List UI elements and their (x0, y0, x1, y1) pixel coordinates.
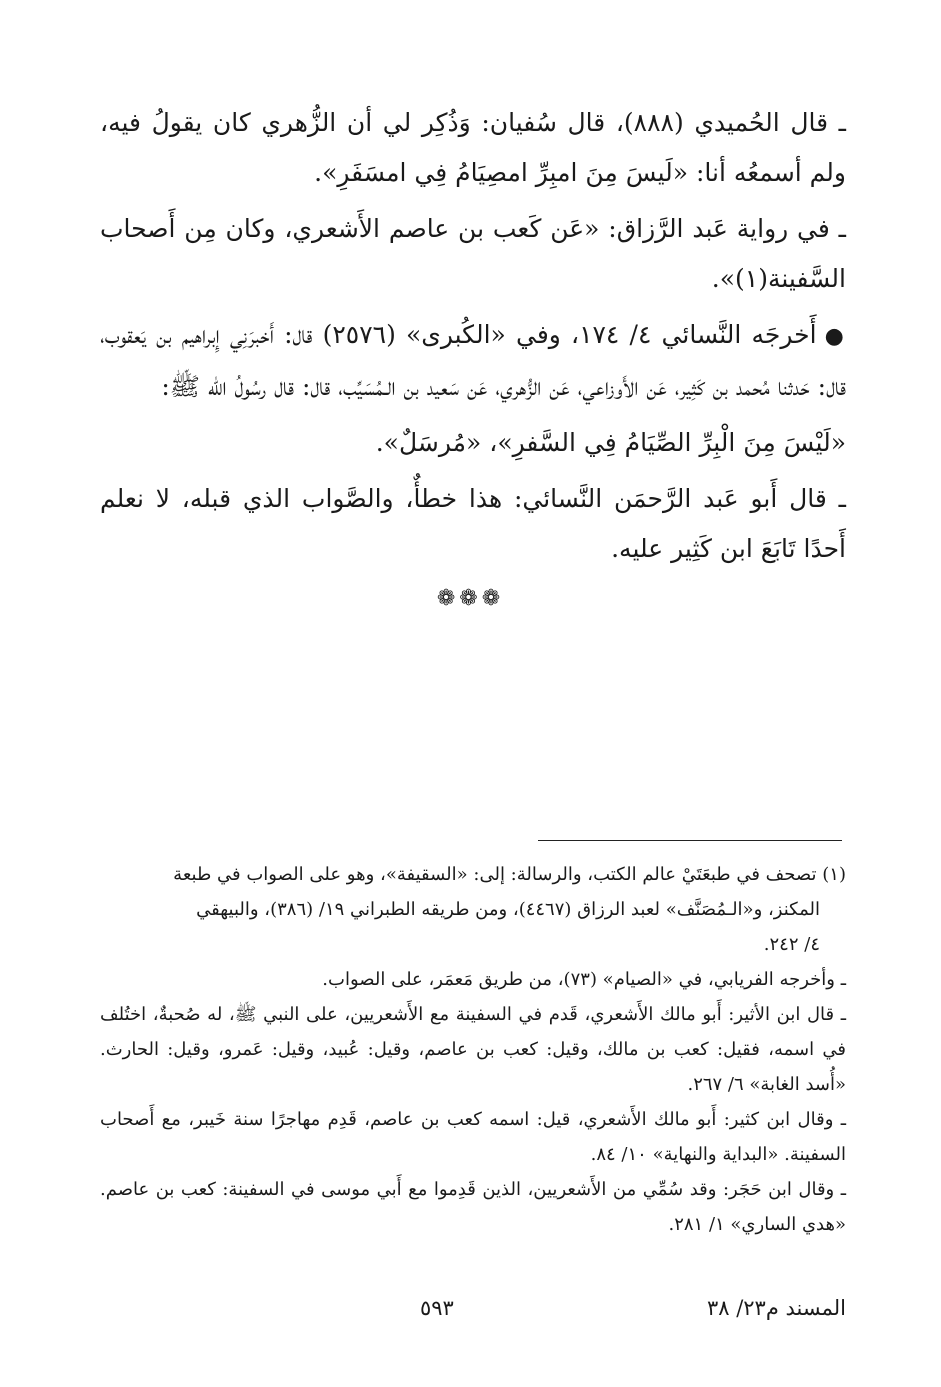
bullet-icon: ● (824, 324, 846, 349)
paragraph-abdrazzaq: ـ في رواية عَبد الرَّزاق: «عَن كَعب بن عاصم الأَشعري، وكان مِن أَصحاب السَّفينة(١)». (100, 214, 846, 293)
paragraph-nasai-takhrij (100, 310, 846, 412)
footnote-ibn-kathir: ـ وقال ابن كثير: أَبو مالك الأَشعري، قيل: اسمه كعب بن عاصم، قَدِم مهاجرًا سنة خَيبر، مع أَصحاب السفينة. «البداية والنهاية» ١٠/ ٨٤. (100, 1109, 846, 1165)
page-number: ٥٩٣ (420, 1296, 454, 1320)
footnote-faryabi: ـ وأخرجه الفريابي، في «الصيام» (٧٣)، من طريق مَعمَر، على الصواب. (322, 969, 846, 990)
paragraph-humaydi: ـ قال الحُميدي (٨٨٨)، قال سُفيان: وَذُكِر لي أن الزُّهري كان يقولُ فيه، ولم أسمعُه أنا: «لَيسَ مِنَ امبِرِّ امصِيَامُ فِي امسَفَرِ». (100, 108, 846, 187)
footnote-rule (538, 840, 842, 841)
footnote-1-line-3: ٤/ ٢٤٢. (763, 934, 820, 955)
paragraph-nasai-comment: ـ قال أَبو عَبد الرَّحمَن النَّسائي: هذا خطأٌ، والصَّواب الذي قبله، لا نعلم أَحدًا تَابَعَ ابن كَثِير عليه. (100, 484, 846, 563)
main-text (100, 98, 846, 580)
page-footer (100, 1288, 846, 1328)
hadith-text: «لَيْسَ مِنَ الْبِرِّ الصِّيَامُ فِي السَّفرِ»، «مُرسَلٌ». (375, 428, 846, 457)
footnote-1-line-2: المكنز، و«الـمُصَنَّف» لعبد الرزاق (٤٤٦٧)، ومن طريقه الطبراني ١٩/ (٣٨٦)، والبيهقي (196, 899, 820, 920)
paragraph-nasai-text: أَخرجَه النَّسائي ٤/ ١٧٤، وفي «الكُبرى» (٢٥٧٦) قال: أَخبرَنِي إِبراهيم بن يَعقوب، قال: حَدثنا مُحمد بن كَثِير، عَن الأَوزاعي، عَن الزُّهري، عَن سَعيد بن الـمُسَيِّب، قال: قال رسُولُ الله ﷺ: (100, 320, 846, 401)
footnotes (100, 857, 846, 1242)
section-separator-icon: ❁❁❁ (436, 586, 505, 611)
volume-signature: المسند م٢٣/ ٣٨ (706, 1296, 846, 1320)
footnote-ibn-athir: ـ قال ابن الأثير: أَبو مالك الأَشعري، قَدم في السفينة مع الأَشعريين، على النبي ﷺ، له صُحبةٌ، اختُلف في اسمه، فقيل: كعب بن مالك، وقيل: كعب بن عاصم، وقيل: عُبيد، وقيل: عَمرو، وقيل: الحارث. «أُسد الغابة» ٦/ ٢٦٧. (100, 1004, 846, 1095)
footnote-ibn-hajar: ـ وقال ابن حَجَر: وقد سُمِّي من الأَشعريين، الذين قَدِموا مع أَبي موسى في السفينة: كعب بن عاصم. «هدي الساري» ١/ ٢٨١. (100, 1179, 846, 1235)
footnote-1-line-1: (١) تصحف في طبعَتَيْ عالم الكتب، والرسالة: إلى: «السقيفة»، وهو على الصواب في طبعة (173, 864, 846, 885)
